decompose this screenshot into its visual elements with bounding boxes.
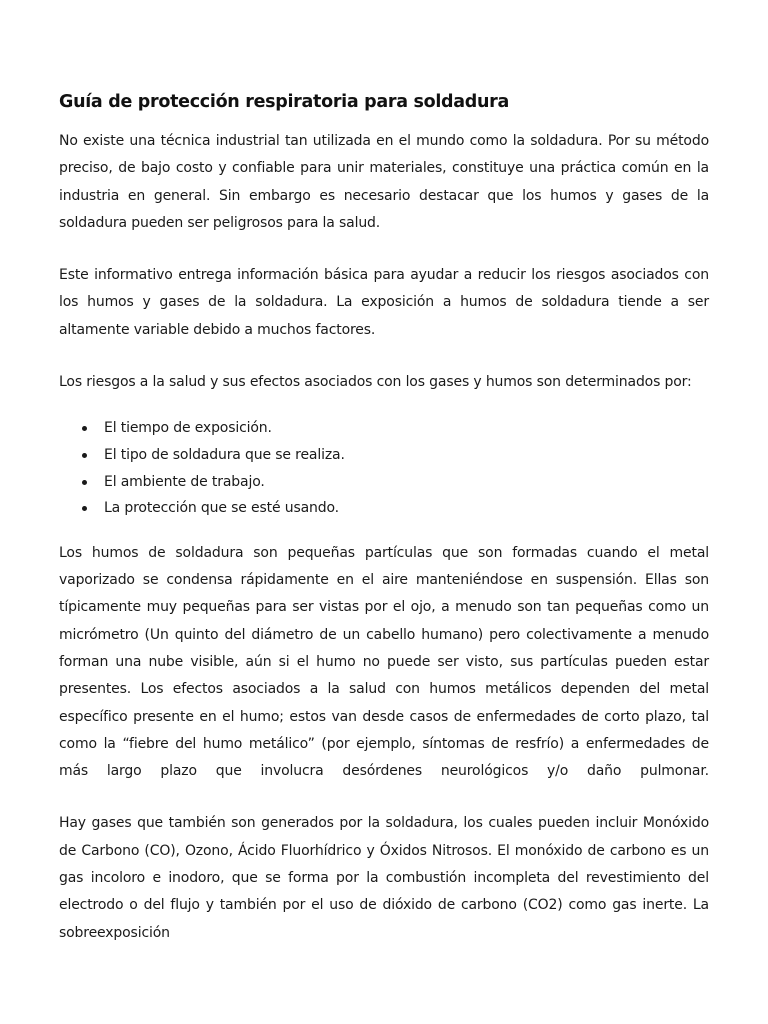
list-item-text: El tiempo de exposición. [104, 420, 272, 437]
bullet-icon [82, 506, 87, 511]
paragraph-riesgos: Los riesgos a la salud y sus efectos asociados con los gases y humos son determinados por: [59, 374, 692, 391]
list-item-text: El tipo de soldadura que se realiza. [104, 446, 345, 463]
risk-factors-list [59, 415, 709, 521]
paragraph-informativo: Este informativo entrega información básica para ayudar a reducir los riesgos asociados con los humos y gases de la soldadura. La exposición a humos de soldadura tiende a ser altamente variable debido a muchos factores. [59, 267, 709, 338]
bullet-icon [82, 426, 87, 431]
list-item-text: El ambiente de trabajo. [104, 473, 265, 490]
list-item [104, 469, 709, 496]
bullet-icon [82, 480, 87, 485]
paragraph-intro: No existe una técnica industrial tan utilizada en el mundo como la soldadura. Por su método preciso, de bajo costo y confiable para unir materiales, constituye una práctica común en la industria en general. Sin embargo es necesario destacar que los humos y gases de la soldadura pueden ser peligrosos para la salud. [59, 133, 709, 231]
page-title: Guía de protección respiratoria para soldadura [59, 92, 510, 112]
paragraph-gases: Hay gases que también son generados por la soldadura, los cuales pueden incluir Monóxido de Carbono (CO), Ozono, Ácido Fluorhídrico y Óxidos Nitrosos. El monóxido de carbono es un gas incoloro e inodoro, que se forma por la combustión incompleta del revestimiento del electrodo o del flujo y también por el uso de dióxido de carbono (CO2) como gas inerte. La sobreexposición [59, 815, 709, 941]
bullet-icon [82, 453, 87, 458]
list-item [104, 495, 709, 522]
list-item [104, 442, 709, 469]
list-item [104, 415, 709, 442]
paragraph-humos: Los humos de soldadura son pequeñas partículas que son formadas cuando el metal vaporizado se condensa rápidamente en el aire manteniéndose en suspensión. Ellas son típicamente muy pequeñas para ser vistas por el ojo, a menudo son tan pequeñas como un micrómetro (Un quinto del diámetro de un cabello humano) pero colectivamente a menudo forman una nube visible, aún si el humo no puede ser visto, sus partículas pueden estar presentes. Los efectos asociados a la salud con humos metálicos dependen del metal específico presente en el humo; estos van desde casos de enfermedades de corto plazo, tal como la “fiebre del humo metálico” (por ejemplo, síntomas de resfrío) a enfermedades de más largo plazo que involucra desórdenes neurológicos y/o daño pulmonar. [59, 544, 709, 780]
list-item-text: La protección que se esté usando. [104, 500, 339, 517]
